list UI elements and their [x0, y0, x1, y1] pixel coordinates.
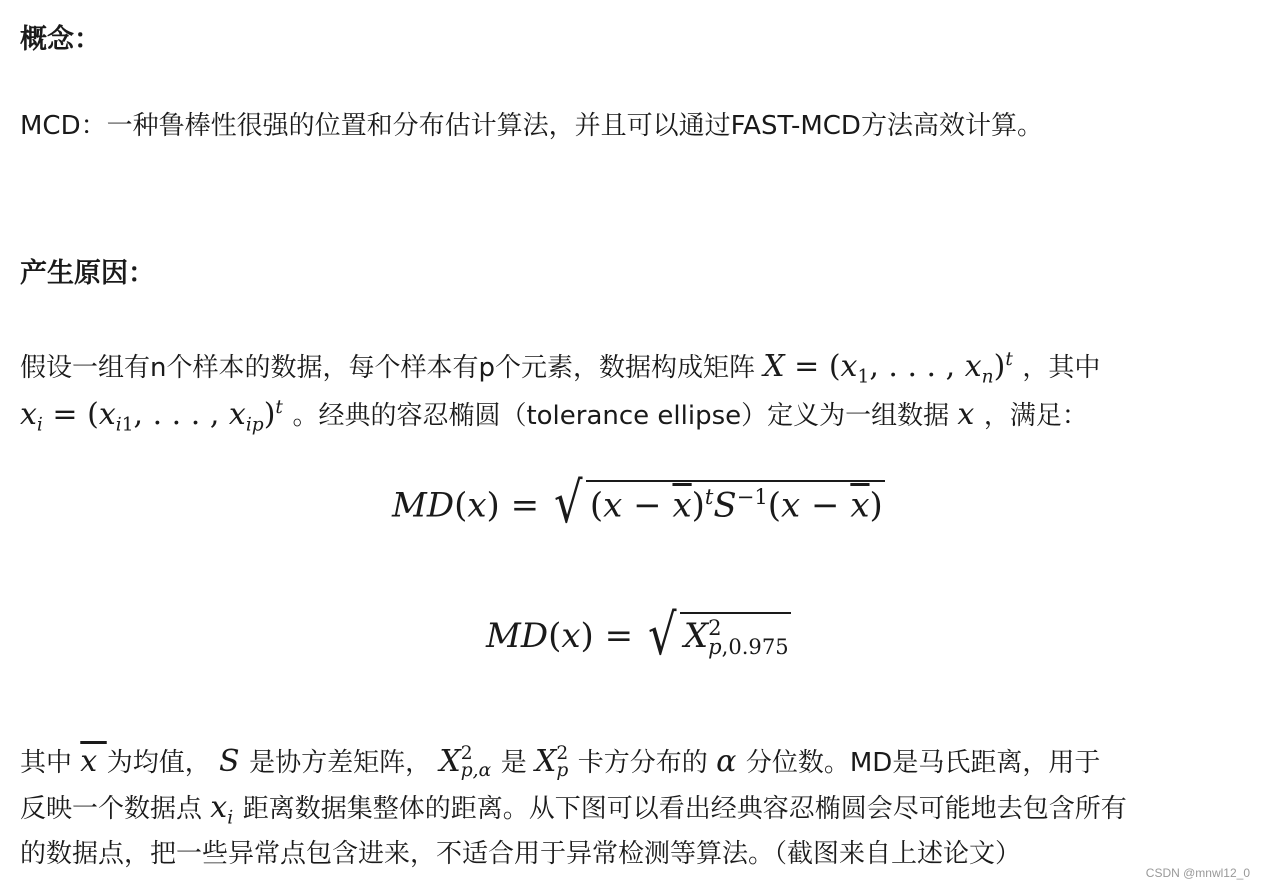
math-xbar: x	[80, 744, 107, 779]
math-S: S	[219, 744, 250, 779]
text-segment: ，其中	[1022, 353, 1101, 384]
math-chi-alpha: X 2 p,α	[439, 743, 492, 781]
concept-text: MCD：一种鲁棒性很强的位置和分布估计算法，并且可以通过FAST-MCD方法高效计算。	[20, 111, 1043, 141]
math-xi: $x_i$	[210, 790, 234, 829]
text-segment: 是	[500, 748, 527, 778]
heading-cause: 产生原因：	[20, 258, 155, 289]
math-chi-p: X 2 p	[534, 743, 569, 781]
math-alpha: α	[716, 744, 746, 779]
paragraph-line-2	[20, 390, 1088, 444]
paragraph-line-1	[20, 342, 1100, 396]
text-segment: 假设一组有n个样本的数据，每个样本有p个元素，数据构成矩阵	[20, 353, 755, 384]
vector-formula: $x_i = (x_{i1}$, . . . , $x_{ip})^t$	[20, 397, 283, 436]
text-segment: 反映一个数据点	[20, 794, 203, 824]
text-segment: 。经典的容忍椭圆（tolerance ellipse）定义为一组数据	[292, 401, 950, 432]
heading-concept: 概念：	[20, 24, 101, 55]
paragraph-line-4	[20, 790, 1127, 837]
md-equation-1: MD(x) = √ $(x - \overline{x})^tS^{-1}(x - \overline{x})$	[392, 471, 883, 536]
matrix-formula: $X = (x_1$, . . . , $x_n)^t$	[763, 349, 1013, 388]
text-segment: 距离数据集整体的距离。从下图可以看出经典容忍椭圆会尽可能地去包含所有	[242, 794, 1127, 824]
text-segment: 是协方差矩阵，	[249, 748, 432, 778]
math-x: x	[957, 397, 984, 433]
paragraph-line-5: 的数据点，把一些异常点包含进来，不适合用于异常检测等算法。（截图来自上述论文）	[20, 839, 1022, 869]
text-segment: 其中	[20, 748, 73, 778]
text-segment: 为均值，	[106, 748, 211, 778]
text-segment: 分位数。MD是马氏距离，用于	[745, 748, 1101, 778]
md-equation-2: MD(x) = √ X 2 p,0.975	[486, 603, 789, 668]
text-segment: ，满足：	[983, 401, 1088, 432]
paragraph-line-3	[20, 744, 1100, 781]
text-segment: 卡方分布的	[577, 748, 708, 778]
watermark: CSDN @mnwl12_0	[1145, 866, 1250, 880]
